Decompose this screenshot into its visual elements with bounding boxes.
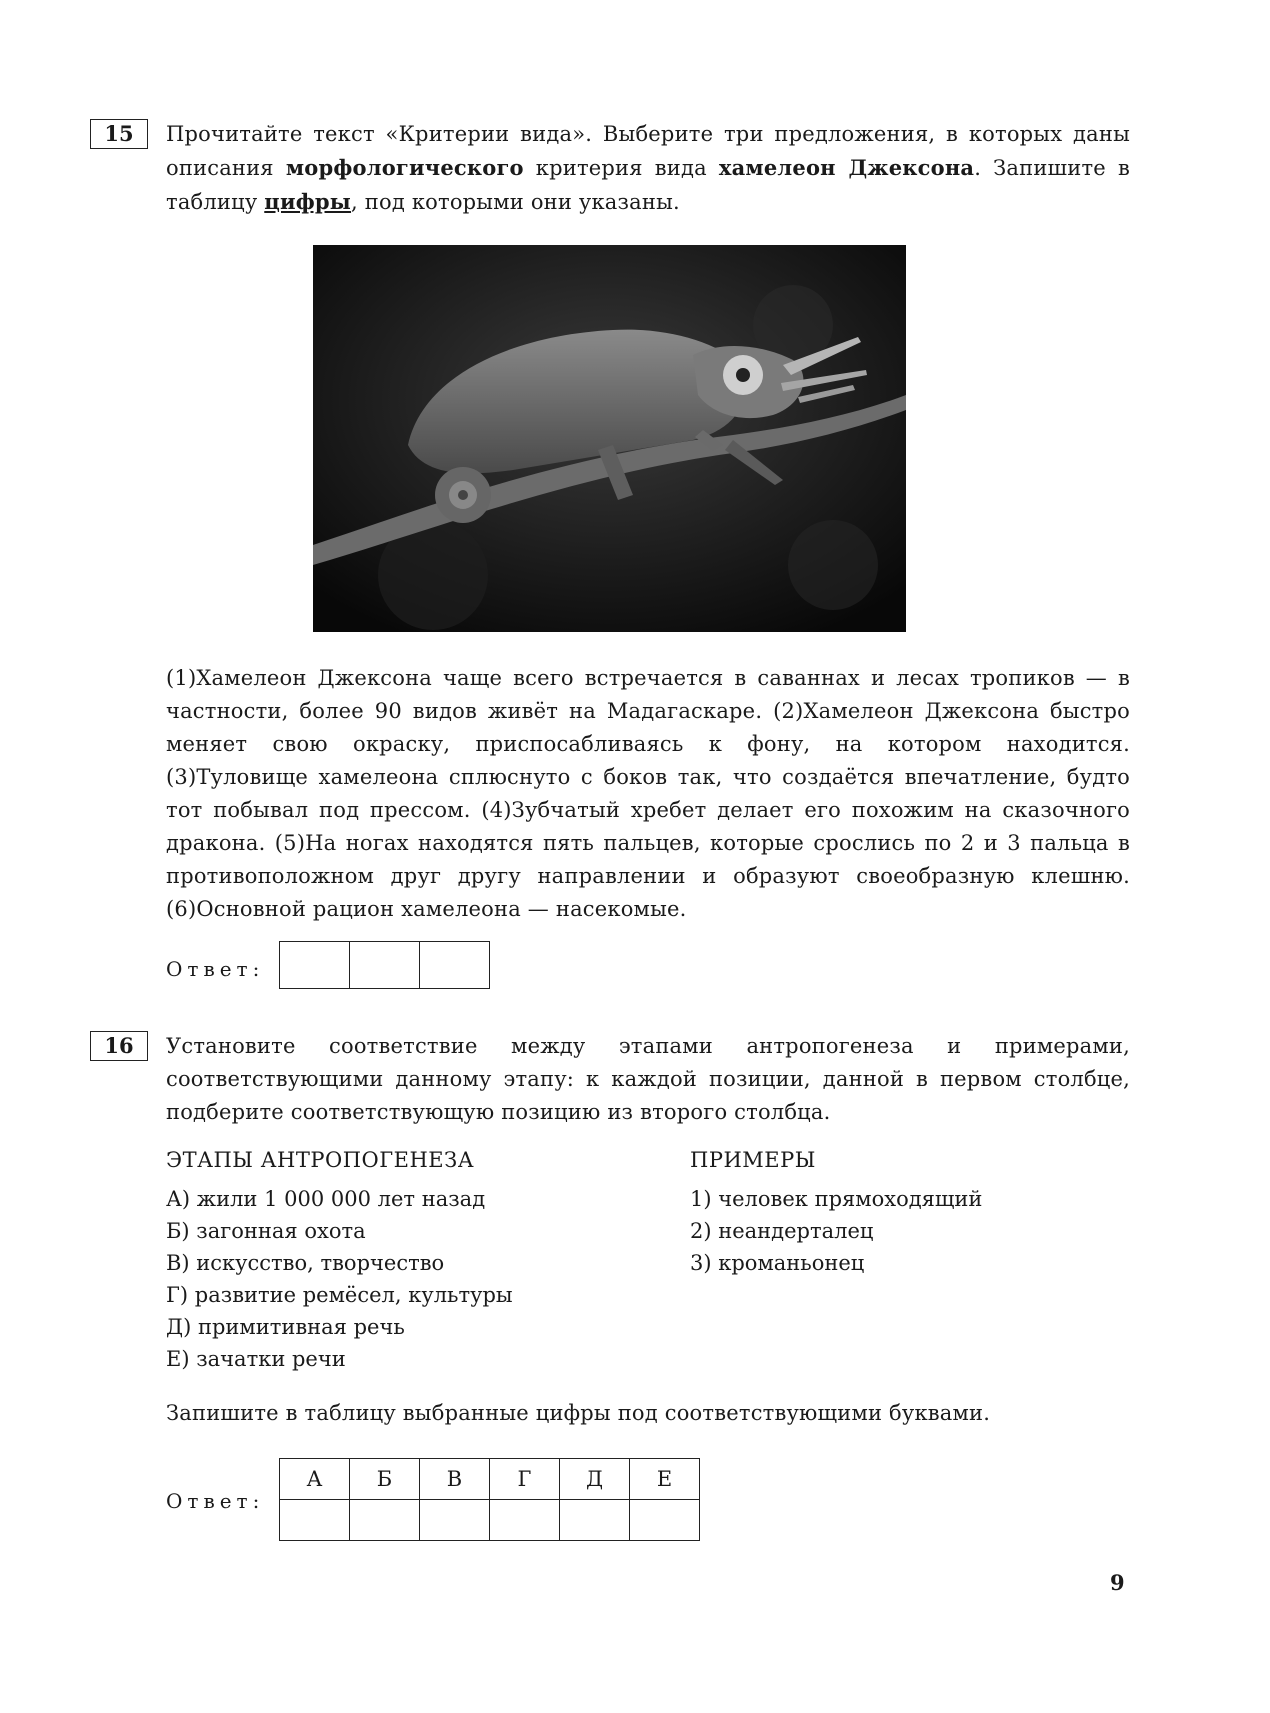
list-item: Б) загонная охота <box>166 1219 366 1243</box>
letter-header: Г <box>490 1459 560 1500</box>
answer-cell-16-5[interactable] <box>560 1500 630 1541</box>
list-item: 3) кроманьонец <box>690 1251 865 1275</box>
list-item: Е) зачатки речи <box>166 1347 346 1371</box>
list-item: 2) неандерталец <box>690 1219 874 1243</box>
letter-header: Д <box>560 1459 630 1500</box>
chameleon-illustration <box>313 245 906 632</box>
answer-label-16: Ответ: <box>166 1489 265 1513</box>
answer-cell-15-3[interactable] <box>420 942 490 989</box>
list-item: Г) развитие ремёсел, культуры <box>166 1283 513 1307</box>
question-16-intro: Установите соответствие между этапами антропогенеза и примерами, соответствующими данному этапу: к каждой позиции, данной в первом столбце, подберите соответствующую позицию из второго столбца. <box>166 1034 1130 1124</box>
answer-cell-15-2[interactable] <box>350 942 420 989</box>
answer-table-15 <box>279 941 490 989</box>
list-item: В) искусство, творчество <box>166 1251 445 1275</box>
examples-list <box>690 1183 982 1279</box>
letter-header: Е <box>630 1459 700 1500</box>
letter-header: В <box>420 1459 490 1500</box>
column-header-stages: ЭТАПЫ АНТРОПОГЕНЕЗА <box>166 1148 475 1172</box>
question-15-intro: Прочитайте текст «Критерии вида». Выберите три предложения, в которых даны описания морфологического критерия вида хамелеон Джексона. Запишите в таблицу цифры, под которыми они указаны. <box>166 122 1130 214</box>
answer-cell-15-1[interactable] <box>280 942 350 989</box>
answer-table-16 <box>279 1458 700 1541</box>
question-15-text: (1)Хамелеон Джексона чаще всего встречается в саваннах и лесах тропиков — в частности, более 90 видов живёт на Мадагаскаре. (2)Хамелеон Джексона быстро меняет свою окраску, приспосабливаясь к фону, на котором находится. (3)Туловище хамелеона сплюснуто с боков так, что создаётся впечатление, будто тот побывал под прессом. (4)Зубчатый хребет делает его похожим на сказочного дракона. (5)На ногах находятся пять пальцев, которые срослись по 2 и 3 пальца в противоположном друг другу направлении и образуют своеобразную клешню. (6)Основной рацион хамелеона — насекомые. <box>166 666 1130 921</box>
page-number: 9 <box>1110 1570 1125 1595</box>
answer-cell-16-2[interactable] <box>350 1500 420 1541</box>
list-item: Д) примитивная речь <box>166 1315 405 1339</box>
answer-cell-16-6[interactable] <box>630 1500 700 1541</box>
answer-label-15: Ответ: <box>166 957 265 981</box>
answer-cell-16-1[interactable] <box>280 1500 350 1541</box>
list-item: 1) человек прямоходящий <box>690 1187 983 1211</box>
question-number-16: 16 <box>90 1031 148 1061</box>
letter-header: Б <box>350 1459 420 1500</box>
question-number-15: 15 <box>90 119 148 149</box>
column-header-examples: ПРИМЕРЫ <box>690 1148 816 1172</box>
answer-cell-16-4[interactable] <box>490 1500 560 1541</box>
chameleon-photo <box>313 245 906 632</box>
stages-list <box>166 1183 513 1375</box>
letter-header: А <box>280 1459 350 1500</box>
list-item: А) жили 1 000 000 лет назад <box>166 1187 486 1211</box>
answer-cell-16-3[interactable] <box>420 1500 490 1541</box>
question-16-instruction: Запишите в таблицу выбранные цифры под соответствующими буквами. <box>166 1401 991 1425</box>
